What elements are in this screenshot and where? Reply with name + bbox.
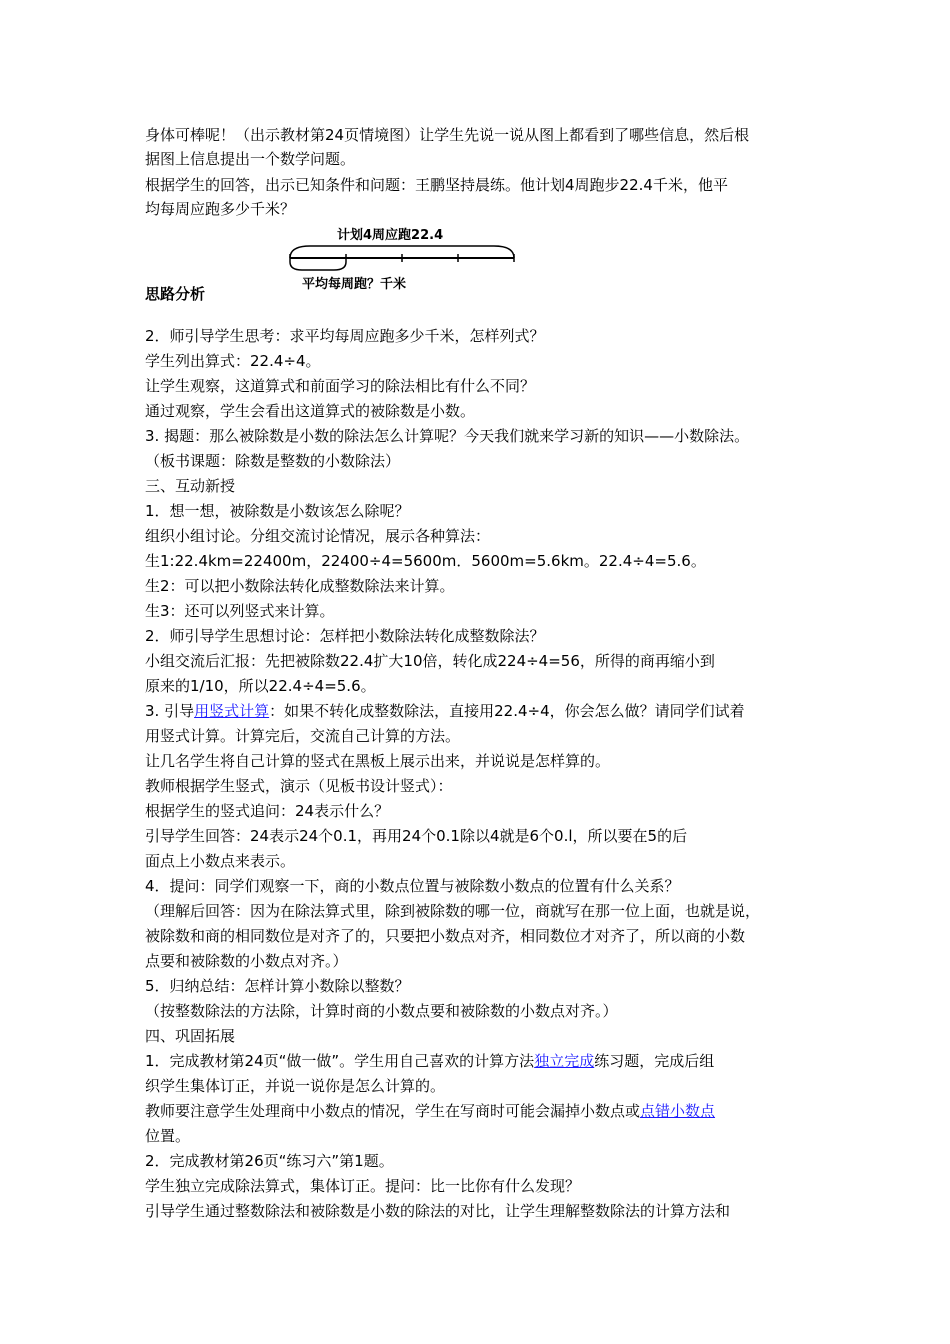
text-line: 学生列出算式：22.4÷4。 [145, 352, 321, 370]
text-line: 身体可棒呢！（出示教材第24页情境图）让学生先说一说从图上都看到了哪些信息，然后根 [145, 126, 750, 144]
diagram-bottom-label: 平均每周跑？千米 [302, 277, 407, 292]
text-line [145, 1099, 715, 1123]
text-line: 让几名学生将自己计算的竖式在黑板上展示出来，并说说是怎样算的。 [145, 752, 611, 770]
text-line: 位置。 [145, 1127, 191, 1145]
text-line: 用竖式计算。计算完后，交流自己计算的方法。 [145, 727, 461, 745]
text-line: 生2：可以把小数除法转化成整数除法来计算。 [145, 577, 455, 595]
text-line: 根据学生的回答，出示已知条件和问题：王鹏坚持晨练。他计划4周跑步22.4千米，他平 [145, 176, 728, 194]
text-line: 织学生集体订正，并说一说你是怎么计算的。 [145, 1077, 446, 1095]
text-line [145, 699, 745, 723]
text-line: 3. 揭题：那么被除数是小数的除法怎么计算呢？今天我们就来学习新的知识——小数除法。 [145, 427, 750, 445]
text-line: 三、互动新授 [145, 477, 236, 495]
diagram-top-label: 计划4周应跑22.4 [337, 228, 444, 243]
text-line: 教师根据学生竖式，演示（见板书设计竖式）： [145, 777, 453, 795]
text-line: 点要和被除数的小数点对齐。） [145, 952, 348, 970]
text-line: 生3：还可以列竖式来计算。 [145, 602, 335, 620]
text-line: 组织小组讨论。分组交流讨论情况，展示各种算法： [145, 527, 491, 545]
text-line: 通过观察，学生会看出这道算式的被除数是小数。 [145, 402, 476, 420]
section-heading: 思路分析 [145, 285, 206, 303]
distance-diagram-svg [282, 222, 522, 292]
text-line: 1．想一想，被除数是小数该怎么除呢？ [145, 502, 410, 520]
text-line: （按整数除法的方法除，计算时商的小数点要和被除数的小数点对齐。） [145, 1002, 618, 1020]
text-line: 引导学生通过整数除法和被除数是小数的除法的对比，让学生理解整数除法的计算方法和 [145, 1202, 731, 1220]
text-segment: 教师要注意学生处理商中小数点的情况，学生在写商时可能会漏掉小数点或 [145, 1102, 641, 1120]
text-line: 根据学生的竖式追问：24表示什么？ [145, 802, 390, 820]
text-line: 2．师引导学生思想讨论：怎样把小数除法转化成整数除法？ [145, 627, 545, 645]
text-line: （理解后回答：因为在除法算式里，除到被除数的哪一位，商就写在那一位上面，也就是说， [145, 902, 761, 920]
text-line: 四、巩固拓展 [145, 1027, 236, 1045]
link-vertical-calculation[interactable]: 用竖式计算 [194, 702, 270, 720]
text-segment: 练习题，完成后组 [594, 1052, 715, 1070]
text-line: 4．提问：同学们观察一下，商的小数点位置与被除数小数点的位置有什么关系？ [145, 877, 680, 895]
text-line: 5．归纳总结：怎样计算小数除以整数？ [145, 977, 410, 995]
text-segment: 1．完成教材第24页“做一做”。学生用自己喜欢的计算方法 [145, 1052, 535, 1070]
link-misplaced-decimal[interactable]: 点错小数点 [640, 1102, 716, 1120]
text-line: 被除数和商的相同数位是对齐了的，只要把小数点对齐，相同数位才对齐了，所以商的小数 [145, 927, 746, 945]
text-line: 生1:22.4km=22400m，22400÷4=5600m．5600m=5.6km。22.4÷4=5.6。 [145, 552, 706, 570]
text-segment: ：如果不转化成整数除法，直接用22.4÷4，你会怎么做？请同学们试着 [269, 702, 745, 720]
text-line: 据图上信息提出一个数学问题。 [145, 150, 356, 168]
distance-diagram [282, 222, 522, 292]
text-line: 均每周应跑多少千米？ [145, 200, 296, 218]
text-line [145, 1049, 714, 1073]
text-line: 让学生观察，这道算式和前面学习的除法相比有什么不同？ [145, 377, 536, 395]
text-line: 学生独立完成除法算式，集体订正。提问：比一比你有什么发现？ [145, 1177, 581, 1195]
text-line: 面点上小数点来表示。 [145, 852, 296, 870]
text-line: （板书课题：除数是整数的小数除法） [145, 452, 401, 470]
text-line: 小组交流后汇报：先把被除数22.4扩大10倍，转化成224÷4=56，所得的商再缩小到 [145, 652, 715, 670]
link-independent-completion[interactable]: 独立完成 [534, 1052, 595, 1070]
bottom-brace [290, 262, 346, 270]
text-line: 原来的1/10，所以22.4÷4=5.6。 [145, 677, 376, 695]
text-segment: 3. 引导 [145, 702, 195, 720]
text-line: 2．完成教材第26页“练习六”第1题。 [145, 1152, 394, 1170]
text-line: 引导学生回答：24表示24个0.1，再用24个0.1除以4就是6个0.l，所以要在5的后 [145, 827, 688, 845]
text-line: 2．师引导学生思考：求平均每周应跑多少千米，怎样列式？ [145, 327, 545, 345]
